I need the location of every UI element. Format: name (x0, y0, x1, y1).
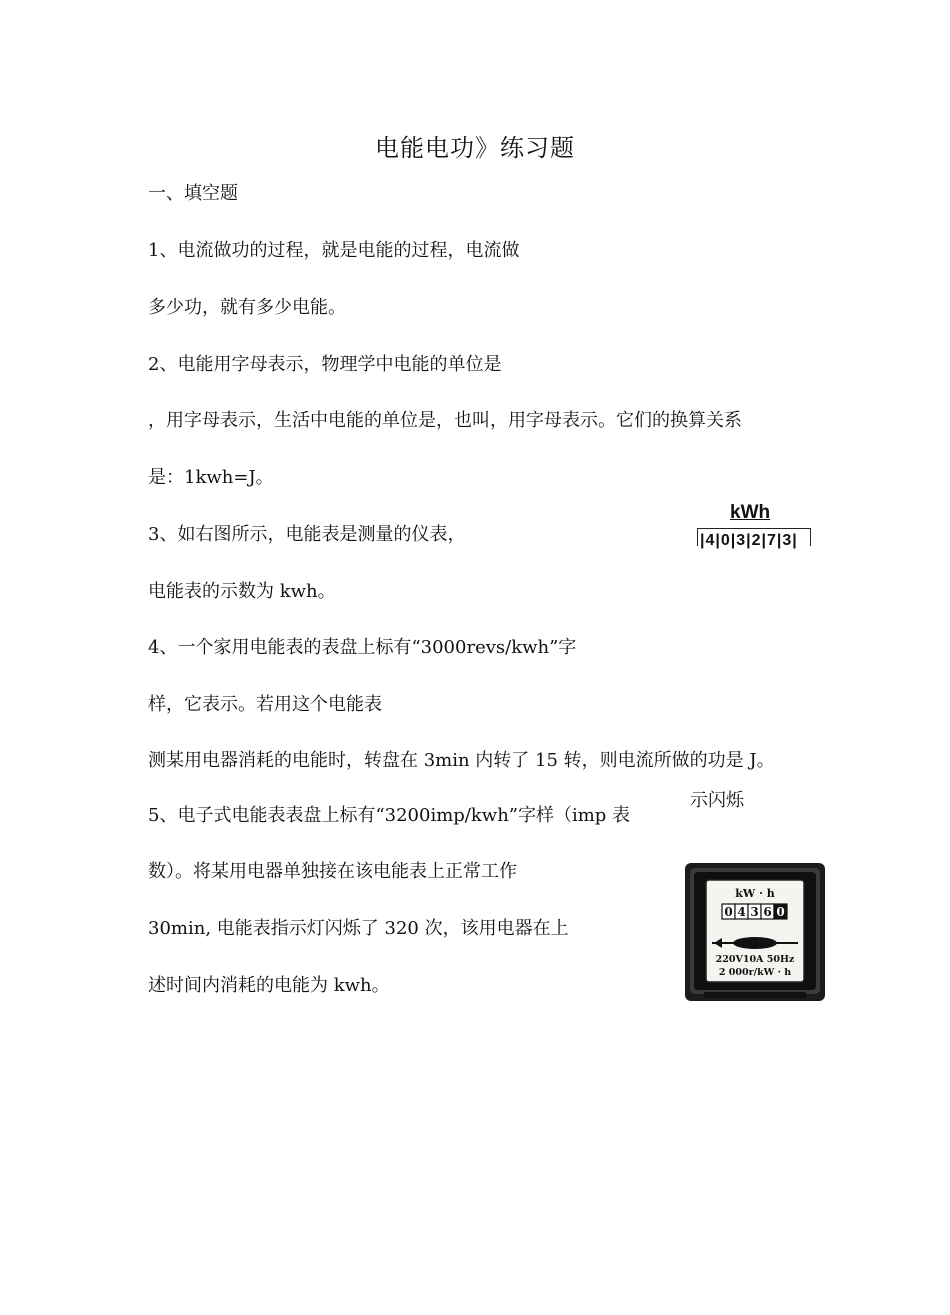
question-2-line-1: 2、电能用字母表示，物理学中电能的单位是 (148, 354, 502, 375)
electricity-meter-image (684, 862, 826, 1002)
cropped-text (690, 784, 770, 811)
meter-digit-5: 0 (776, 905, 785, 919)
question-3-line-2: 电能表的示数为 kwh。 (148, 581, 336, 602)
meter-digit-1: 0 (724, 905, 733, 919)
question-4-line-2: 样，它表示。若用这个电能表 (148, 694, 382, 715)
meter-digit-4: 6 (763, 905, 772, 919)
question-4-line-3: 测某用电器消耗的电能时，转盘在 3min 内转了 15 转，则电流所做的功是 J。 (148, 750, 775, 771)
section-heading: 一、填空题 (148, 183, 238, 204)
figure-kwh-digits-box (697, 528, 811, 549)
meter-digit-3: 3 (750, 905, 759, 919)
question-5-line-3: 30min, 电能表指示灯闪烁了 320 次，该用电器在上 (148, 918, 569, 939)
question-5-line-4: 述时间内消耗的电能为 kwh。 (148, 975, 390, 996)
question-2-line-2: ，用字母表示，生活中电能的单位是，也叫，用字母表示。它们的换算关系 (148, 410, 742, 431)
question-4-line-1: 4、一个家用电能表的表盘上标有“3000revs/kwh”字 (148, 637, 577, 658)
question-1-line-1: 1、电流做功的过程，就是电能的过程，电流做 (148, 240, 520, 261)
meter-unit: kW · h (735, 887, 775, 900)
question-2-line-3: 是：1kwh=J。 (148, 467, 274, 488)
question-3-line-1: 3、如右图所示，电能表是测量的仪表， (148, 524, 466, 545)
meter-rating: 220V10A 50Hz (715, 954, 795, 965)
figure-kwh-digits: |4|0|3|2|7|3| (700, 532, 798, 549)
meter-digit-2: 4 (737, 905, 746, 919)
question-1-line-2: 多少功，就有多少电能。 (148, 297, 346, 318)
figure-kwh-label: kWh (730, 502, 771, 523)
question-5-line-1: 5、电子式电能表表盘上标有“3200imp/kwh”字样（imp 表 (148, 805, 631, 826)
meter-digit-row (722, 904, 787, 919)
question-5-line-2: 数）。将某用电器单独接在该电能表上正常工作 (148, 861, 517, 882)
meter-revs: 2 000r/kW · h (718, 967, 792, 978)
page-title: 电能电功》练习题 (375, 134, 575, 162)
cropped-text-content: 示闪烁 (690, 790, 744, 811)
